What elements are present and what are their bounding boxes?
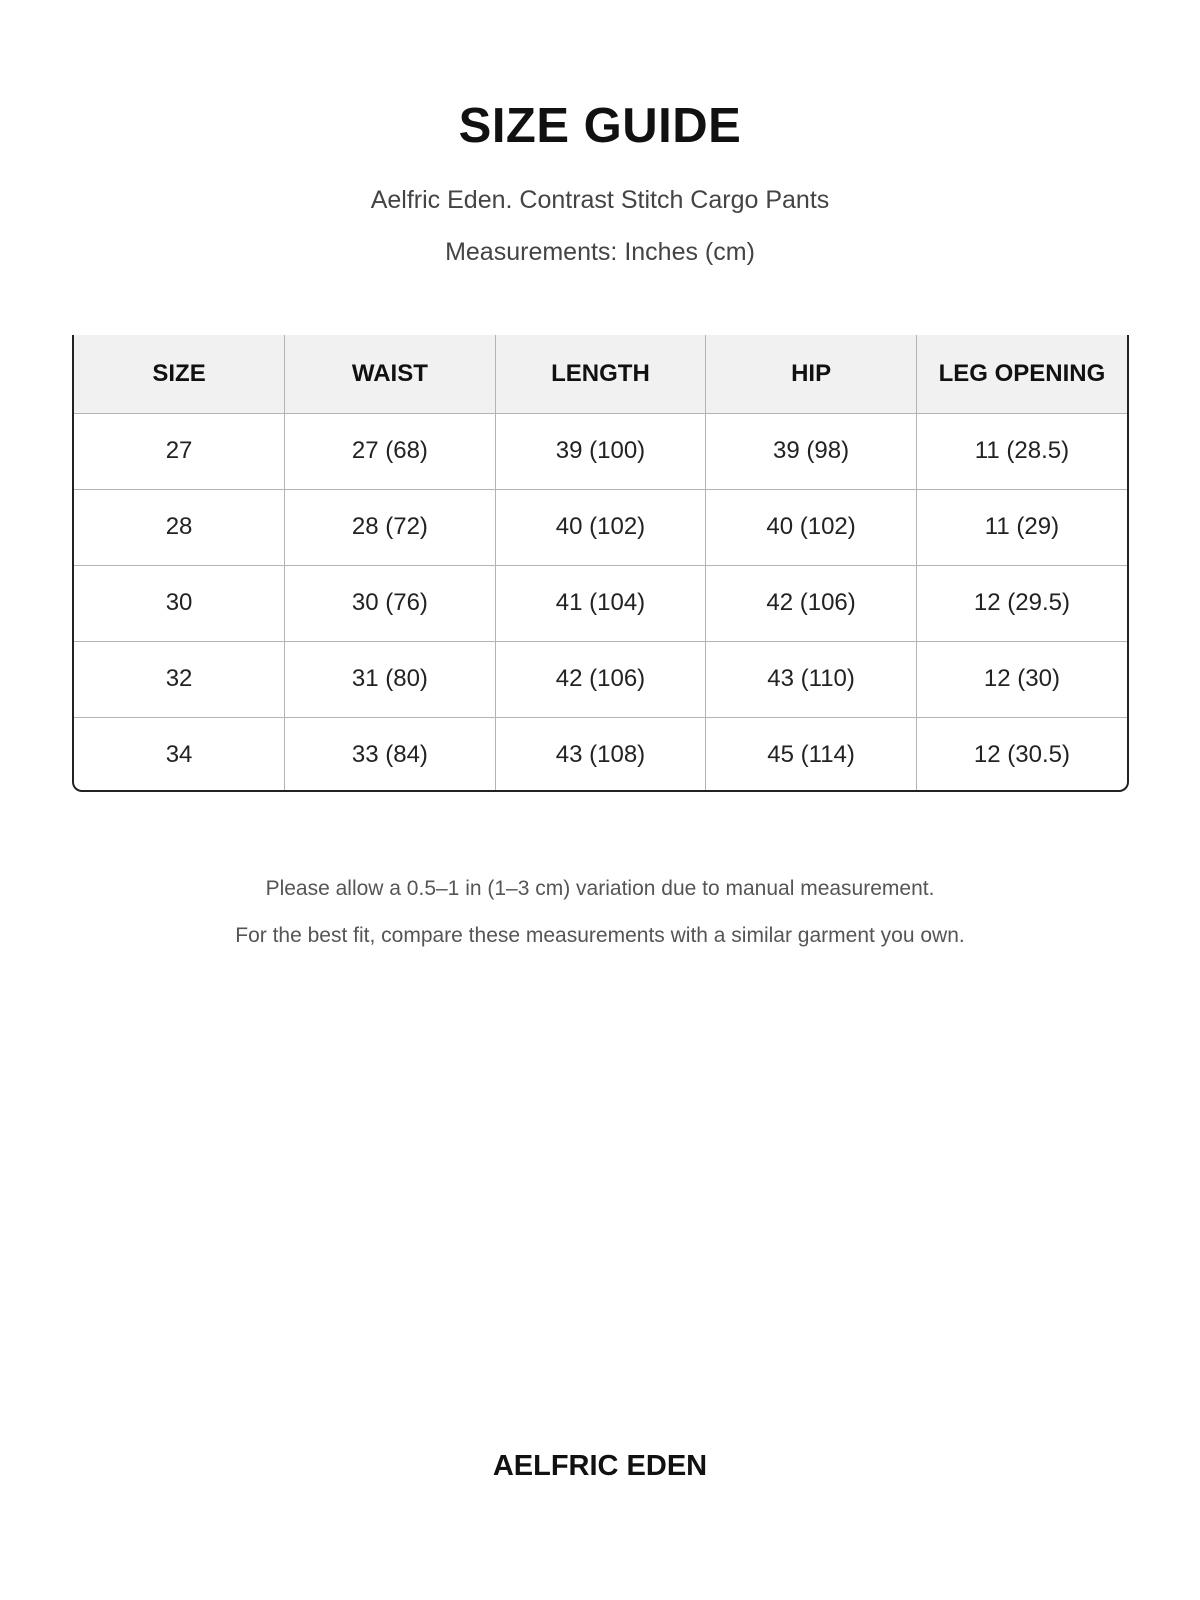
table-row [74, 717, 1127, 792]
variation-note: Please allow a 0.5–1 in (1–3 cm) variation due to manual measurement. [265, 877, 935, 900]
leg-opening-cell: 11 (28.5) [916, 413, 1127, 489]
waist-cell: 33 (84) [285, 717, 496, 792]
waist-cell: 27 (68) [285, 413, 496, 489]
waist-cell: 28 (72) [285, 489, 496, 565]
waist-cell: 30 (76) [285, 565, 496, 641]
hip-cell: 40 (102) [706, 489, 917, 565]
product-name: Aelfric Eden. Contrast Stitch Cargo Pants [370, 186, 830, 214]
table-row [74, 489, 1127, 565]
leg-opening-cell: 12 (30.5) [973, 741, 1070, 769]
hip-cell: 39 (98) [706, 413, 917, 489]
table-row [74, 413, 1127, 489]
size-table-container [72, 335, 1129, 792]
column-header-hip: HIP [706, 335, 917, 413]
table-row [74, 565, 1127, 641]
size-cell: 32 [74, 641, 285, 717]
hip-cell: 43 (110) [706, 641, 917, 717]
units-label: Measurements: Inches (cm) [445, 238, 755, 266]
header-row [74, 335, 1127, 413]
size-table-body [74, 413, 1127, 792]
hip-cell: 45 (114) [706, 717, 917, 792]
size-cell: 27 [74, 413, 285, 489]
size-cell: 30 [74, 565, 285, 641]
leg-opening-cell: 12 (30) [916, 641, 1127, 717]
table-row [74, 641, 1127, 717]
column-header-length: LENGTH [495, 335, 706, 413]
size-table-header [74, 335, 1127, 413]
page-title: SIZE GUIDE [458, 99, 742, 153]
length-cell: 40 (102) [495, 489, 706, 565]
length-cell: 39 (100) [495, 413, 706, 489]
leg-opening-cell: 12 (29.5) [916, 565, 1127, 641]
brand-logo-text: AELFRIC EDEN [492, 1450, 708, 1482]
leg-opening-cell: 11 (29) [916, 489, 1127, 565]
hip-cell: 42 (106) [706, 565, 917, 641]
size-table [74, 335, 1127, 792]
fit-tip-note: For the best fit, compare these measurements with a similar garment you own. [235, 924, 965, 947]
size-cell: 28 [74, 489, 285, 565]
length-cell: 43 (108) [495, 717, 706, 792]
size-cell: 34 [74, 717, 285, 792]
length-cell: 41 (104) [495, 565, 706, 641]
length-cell: 42 (106) [495, 641, 706, 717]
waist-cell: 31 (80) [285, 641, 496, 717]
column-header-waist: WAIST [285, 335, 496, 413]
column-header-size: SIZE [74, 335, 285, 413]
column-header-leg-opening: LEG OPENING [916, 335, 1127, 413]
